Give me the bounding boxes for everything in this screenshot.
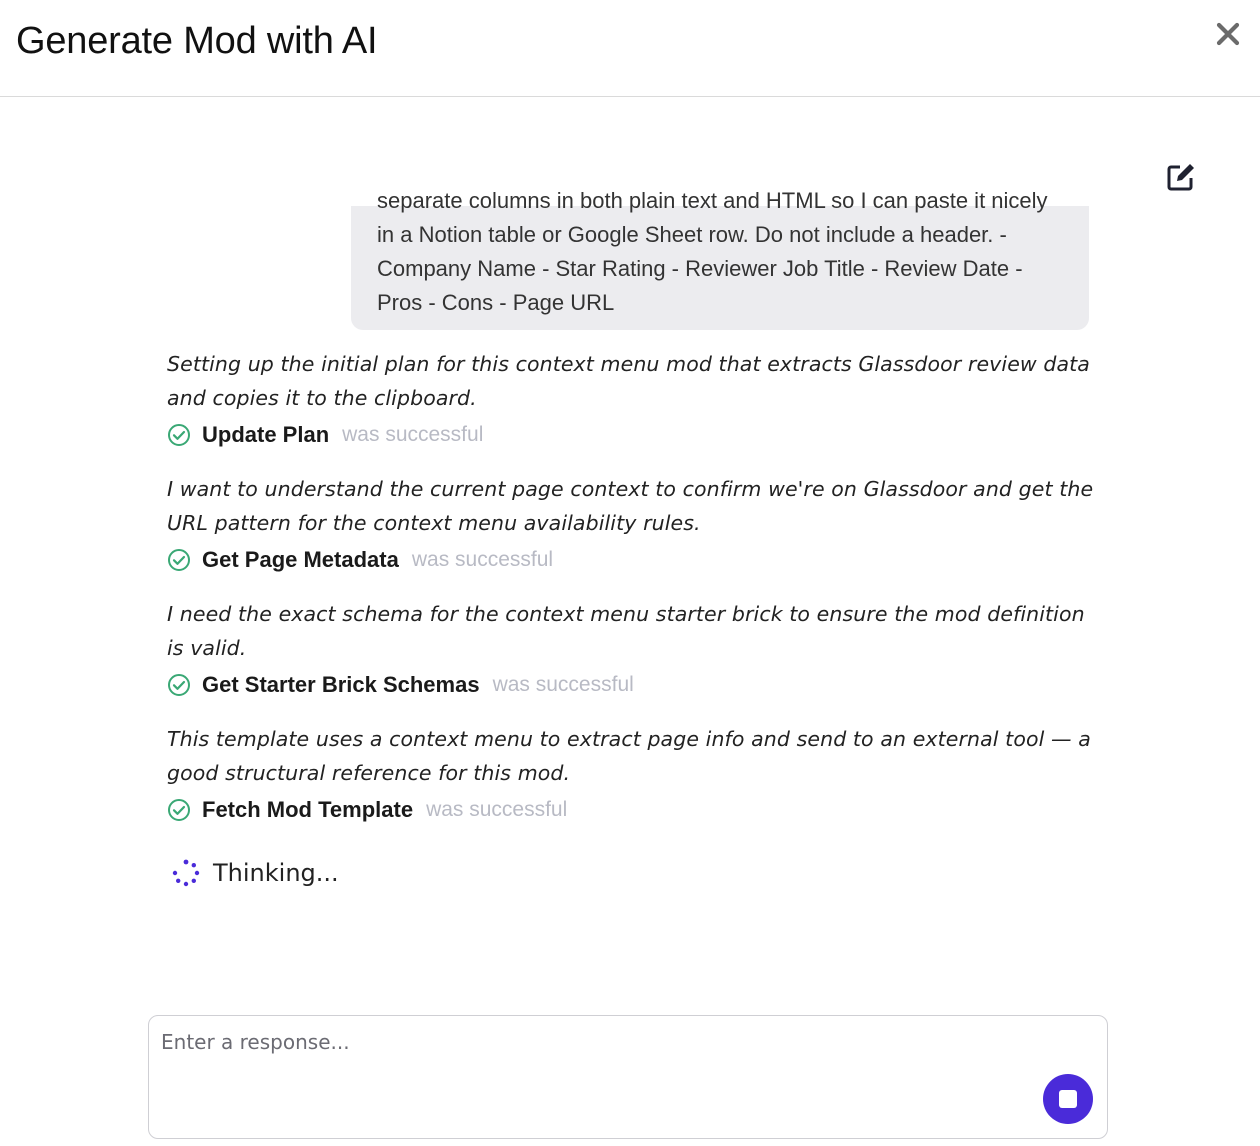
agent-steps-feed <box>167 348 1097 848</box>
tool-name: Get Page Metadata <box>202 547 399 572</box>
check-circle-icon <box>167 798 191 822</box>
tool-call-row <box>167 546 1097 574</box>
close-icon <box>1212 18 1244 50</box>
thinking-indicator <box>171 858 339 888</box>
response-composer <box>148 1015 1108 1139</box>
response-input[interactable] <box>161 1030 1021 1090</box>
step-reason: I need the exact schema for the context menu starter brick to ensure the mod definition is valid. <box>167 602 1085 660</box>
tool-status: was successful <box>492 673 634 696</box>
agent-step <box>167 473 1097 574</box>
edit-icon <box>1164 160 1198 194</box>
check-circle-icon <box>167 548 191 572</box>
close-button[interactable] <box>1212 18 1244 50</box>
tool-name: Update Plan <box>202 422 330 447</box>
user-message-text: separate columns in both plain text and HTML so I can paste it nicely in a Notion table or Google Sheet row. Do not include a header. - Company Name - Star Rating - Reviewer Job Title - Review Date - Pros - Cons - Page URL <box>377 188 1048 315</box>
tool-call-row <box>167 421 1097 449</box>
step-reason: This template uses a context menu to extract page info and send to an external tool — a good structural reference for this mod. <box>167 727 1091 785</box>
agent-step <box>167 598 1097 699</box>
spinner-icon <box>171 858 201 888</box>
step-reason: Setting up the initial plan for this context menu mod that extracts Glassdoor review data and copies it to the clipboard. <box>167 352 1090 410</box>
dialog-header <box>0 0 1260 97</box>
tool-name: Get Starter Brick Schemas <box>202 672 480 697</box>
tool-call-row <box>167 671 1097 699</box>
thinking-label: Thinking... <box>213 859 339 887</box>
check-circle-icon <box>167 673 191 697</box>
step-reason: I want to understand the current page context to confirm we're on Glassdoor and get the URL pattern for the context menu availability rules. <box>167 477 1094 535</box>
agent-step <box>167 723 1097 824</box>
agent-step <box>167 348 1097 449</box>
tool-call-row <box>167 796 1097 824</box>
tool-name: Fetch Mod Template <box>202 797 414 822</box>
user-message-bubble <box>351 188 1089 330</box>
stop-button[interactable] <box>1043 1074 1093 1124</box>
new-chat-button[interactable] <box>1164 160 1198 194</box>
tool-status: was successful <box>426 798 568 821</box>
check-circle-icon <box>167 423 191 447</box>
stop-icon <box>1059 1090 1077 1108</box>
tool-status: was successful <box>342 423 484 446</box>
tool-status: was successful <box>411 548 554 571</box>
dialog-title: Generate Mod with AI <box>16 20 378 62</box>
